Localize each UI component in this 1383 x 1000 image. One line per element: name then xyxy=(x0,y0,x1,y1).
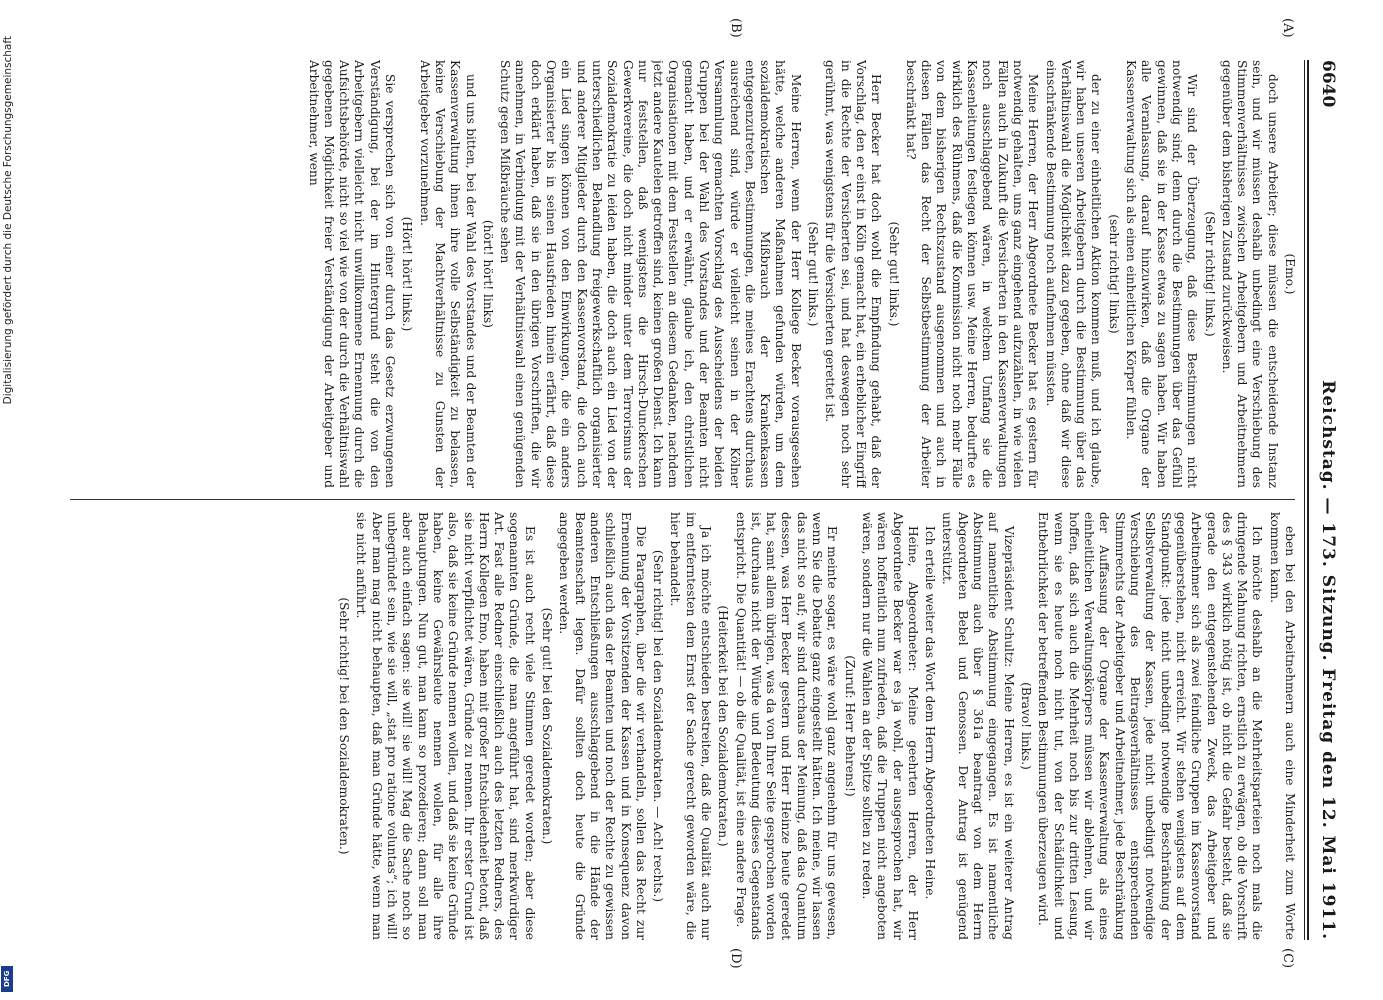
page-header xyxy=(1311,60,1345,940)
margin-mark-c: (C) xyxy=(1280,948,1295,969)
paragraph: Ich möchte deshalb an die Mehrheitsparteien noch mals die dringende Mahnung richten, ernstlich zu erwägen, ob die Vorschrift des § 343 wirklich nötig ist, ob nicht die Gefahr besteht, daß sie gerade den entgegenstehenden Zweck, das Arbeitgeber und Arbeitnehmer sich als zwei feindliche Gruppen im Kassenvorstand gegenüberstehen, nicht erreicht. Wir stehen wenigstens auf dem Standpunkt: jede nicht unbedingt notwendige Beschränkung der Selbstverwaltung der Kassen, jede nicht unbedingt notwendige Verschiebung des Beitragsverhältnisses entsprechenden Stimmrechts der Arbeitgeber und Arbeitnehmer, jede Beschränkung der Auffassung der Organe der Kassenverwaltung als eines einheitlichen Verwaltungskörpers müssen wir ablehnen, und wir hoffen, daß sich auch die Mehrheit noch bis zur dritten Lesung, wenn sie es heute noch nicht tut, von der Schädlichkeit und Entbehrlichkeit der betreffenden Bestimmungen überzeugen wird. xyxy=(1036,512,1265,940)
paragraph: (Hört! hört! links.) xyxy=(400,216,415,332)
margin-mark-b: (B) xyxy=(728,18,743,38)
paragraph: (Sehr richtig! links.) xyxy=(1202,211,1217,337)
paragraph: (Sehr gut! bei den Sozialdemokraten.) xyxy=(540,607,555,845)
left-text-column xyxy=(70,60,1297,488)
paragraph: Meine Herren, der Herr Abgeordnete Becker hat es gestern für notwendig gehalten, uns ganz eingehend aufzuzählen, in wie vielen Fällen auch in Zukunft die Versicherten in den Kassenverwaltungen noch ausschlaggebend wären, in welchem Umfang sie die Kassenleitungen festlegen können usw. Meine Herren, bedurfte es wirklich des Rühmens, daß die Kommission nicht noch mehr Fälle von dem bisherigen Rechtszustand ausgenommen und auch in diesen Fällen das Recht der Selbstbestimmung der Arbeiter beschränkt hat? xyxy=(903,60,1041,488)
paragraph: (Sehr gut! links.) xyxy=(886,221,901,327)
paragraph: (sehr richtig! links) xyxy=(1106,214,1121,334)
paragraph: (Bravo! links.) xyxy=(1018,682,1033,770)
header-rule xyxy=(1307,60,1309,940)
paragraph: (Sehr richtig! bei den Sozialdemokraten. — Ach! rechts.) xyxy=(651,549,666,903)
credit-text: Digitalisierung gefördert durch die Deutsche Forschungsgemeinschaft xyxy=(2,36,14,405)
paragraph: Wir sind der Überzeugung, daß diese Bestimmungen nicht notwendig sind; denn durch die Bestimmungen über das Gefühl gewinnen, daß sie in der Kasse etwas zu sagen haben. Wir haben alle Veranlassung, darauf hinzuwirken, daß die Organe der Kassenverwaltung sich als einen einheitlichen Körper fühlen. xyxy=(1124,60,1200,488)
paragraph: und uns bitten, bei der Wahl des Vorstandes und der Beamten der Kassenverwaltung ihnen ihre volle Selbständigkeit zu belassen, keine Verschiebung der Machtverhältnisse zu Gunsten der Arbeitgeber vorzunehmen. xyxy=(417,60,478,488)
paragraph: (Zuruf: Herr Behrens!) xyxy=(842,655,857,797)
paragraph: Die Paragraphen, über die wir verhandeln, sollen das Recht zur Ernennung der Vorsitzenden der Kassen und in Konsequenz davon schließlich auch das der Beamten und noch der Rechte zu gewissen anderen Entschließungen ausschlaggebend in die Hände der Beamtenschaft legen. Dafür sollten doch heute die Gründe angegeben werden. xyxy=(557,512,648,940)
paragraph: eben bei den Arbeitnehmern auch eine Minderheit zum Worte kommen kann. xyxy=(1267,512,1297,940)
paragraph: doch unsere Arbeiter; diese müssen die entscheidende Instanz sein, und wir müssen deshalb unbedingt eine Verschiebung des Stimmenverhältnisses zwischen Arbeitgebern und Arbeitnehmern gegenüber dem bisherigen Zustand zurückweisen. xyxy=(1219,60,1280,488)
margin-mark-a: (A) xyxy=(1280,18,1295,38)
paragraph: (hört! hört! links) xyxy=(480,219,495,329)
page-number: 6640 xyxy=(1318,60,1338,108)
paragraph: der zu einer einheitlichen Aktion kommen muß, und ich glaube, wir haben unseren Arbeitgebern durch die Bestimmung über das Verhältniswahl die Möglichkeit dazu gegeben, ohne daß wir diese einschränkende Bestimmung noch aufnehmen müssten. xyxy=(1043,60,1104,488)
right-text-column xyxy=(70,512,1297,940)
paragraph: Meine Herren, wenn der Herr Kollege Becker vorausgesehen hätte, welche anderen Maßnahmen gefunden würden, um dem sozialdemokratischen Mißbrauch der Krankenkassen entgegenzutreten, Bestimmungen, die meines Erachtens durchaus ausreichend sind, würde er vielleicht seinen in der Kölner Versammlung gemachten Vorschlag des Ausscheidens der beiden Gruppen bei der Wahl des Vorstandes und der Beamten nicht gemacht haben, und er erwähnt, glaube ich, den christlichen Organisationen mit dem Feststellen an diesem Gedanken, nachdem jetzt andere Kautelen getroffen sind, keinen großen Dienst. Ich kann nur feststellen, daß wenigstens die Hirsch-Dunckerschen Gewerkvereine, die doch nicht minder unter dem Terrorismus der Sozialdemokratie zu leiden haben, die doch auch ein Lied von der unterschiedlichen Behandlung freigewerkschaftlich organisierter und anderer Mitglieder durch den Kassenvorstand, die doch auch ein Lied singen können von den Einwirkungen, die ein anders Organisierter bis in seinen Hausfrieden hinein erfährt, daß diese doch erklärt haben, daß sie in den übrigen Vorschriften, die wir annehmen, in Verbindung mit der Verhältniswahl einen genügenden Schutz gegen Mißbräuche sehen xyxy=(498,60,803,488)
paragraph: Herr Becker hat doch wohl die Empfindung gehabt, daß der Vorschlag, den er einst in Köln gemacht hat, ein erheblicher Eingriff in die Rechte der Versicherten sei, und hat deswegen noch sehr gerühmt, was wenigstens für die Versicherten gerettet ist. xyxy=(823,60,884,488)
paragraph: Heine, Abgeordneter: Meine geehrten Herren, der Herr Abgeordnete Becker war es ja wohl, der ausgesprochen hat, wir wären hoffentlich nun zufrieden, daß die Truppen nicht angeboten wären, sondern nur die Wahlen an der Spitze sollten zu reden. xyxy=(859,512,920,940)
paragraph: Vizepräsident Schultz: Meine Herren, es ist ein weiterer Antrag auf namentliche Abstimmung eingegangen. Es ist namentliche Abstimmung auch über § 361a beantragt von dem Herrn Abgeordneten Bebel und Genossen. Der Antrag ist genügend unterstützt. xyxy=(940,512,1016,940)
page-title: Reichstag. — 173. Sitzung. Freitag den 12. Mai 1911. xyxy=(1318,380,1338,940)
paragraph: Es ist auch recht viele Stimmen geredet worden; aber diese sogenannten Gründe, die man angeführt hat, sind merkwürdiger Art. Fast alle Redner einschließlich auch des letzten Redners, des Herrn Kollegen Emo, haben mit großer Entschiedenheit betont, daß sie nicht verpflichtet wären, Gründe zu nennen. Ihr erster Grund ist also, daß sie keine Gründe nennen wollen, und daß sie keine Gründe haben, keine Gewährsleute nennen wollen, für alle ihre Behauptungen. Nun gut, man kann so prozedieren; dann soll man aber auch einfach sagen: sie will! sie will! Mag die Sache noch so unbegründet sein, wie sie will, „stat pro ratione voluntas“; ich will! Aber man mag nicht behaupten, daß man Gründe hätte, wenn man sie nicht anführt. xyxy=(354,512,537,940)
paragraph: (Sehr richtig! bei den Sozialdemokraten.) xyxy=(337,597,352,855)
paragraph: Er meinte sogar, es wäre wohl ganz angenehm für uns gewesen, wenn Sie die Debatte ganz eingestellt hätten. Ich meine, wir lassen das nicht so auf; wir sind durchaus der Meinung, daß das Quantum dessen, was Herr Becker gestern und Herr Heinze heute geredet hat, samt allem übrigen, was da von Ihrer Seite gesprochen worden ist, durchaus nicht der Würde und Bedeutung dieses Gegenstands entspricht. Die Quantität! — ob die Qualität, ist eine andere Frage. xyxy=(733,512,840,940)
paragraph: Sie versprechen sich von einer durch das Gesetz erzwungenen Verständigung, bei der im Hintergrund steht die von den Arbeitgebern vielleicht nicht unwillkommene Ernennung durch die Aufsichtsbehörde, nicht so viel wie von der durch die Verhältniswahl gegebenen Möglichkeit freier Verständigung der Arbeitgeber und Arbeitnehmer, wenn xyxy=(306,60,398,488)
credit-strip xyxy=(0,0,14,1000)
margin-mark-d: (D) xyxy=(728,948,743,969)
dfg-logo-icon: DFG xyxy=(1,966,13,992)
paragraph: (Sehr gut! links.) xyxy=(806,221,821,327)
paragraph: (Emo.) xyxy=(1283,253,1297,295)
header-rule-thin xyxy=(1304,60,1305,940)
paragraph: Ja ich möchte entschieden bestreiten, daß die Qualität auch nur im entferntesten dem Ernst der Sache gerecht geworden wäre, die hier behandelt. xyxy=(668,512,714,940)
paragraph: Ich erteile weiter das Wort dem Herrn Abgeordneten Heine. xyxy=(923,526,938,900)
paragraph: (Heiterkeit bei den Sozialdemokraten.) xyxy=(716,605,731,847)
column-separator xyxy=(70,499,1295,500)
